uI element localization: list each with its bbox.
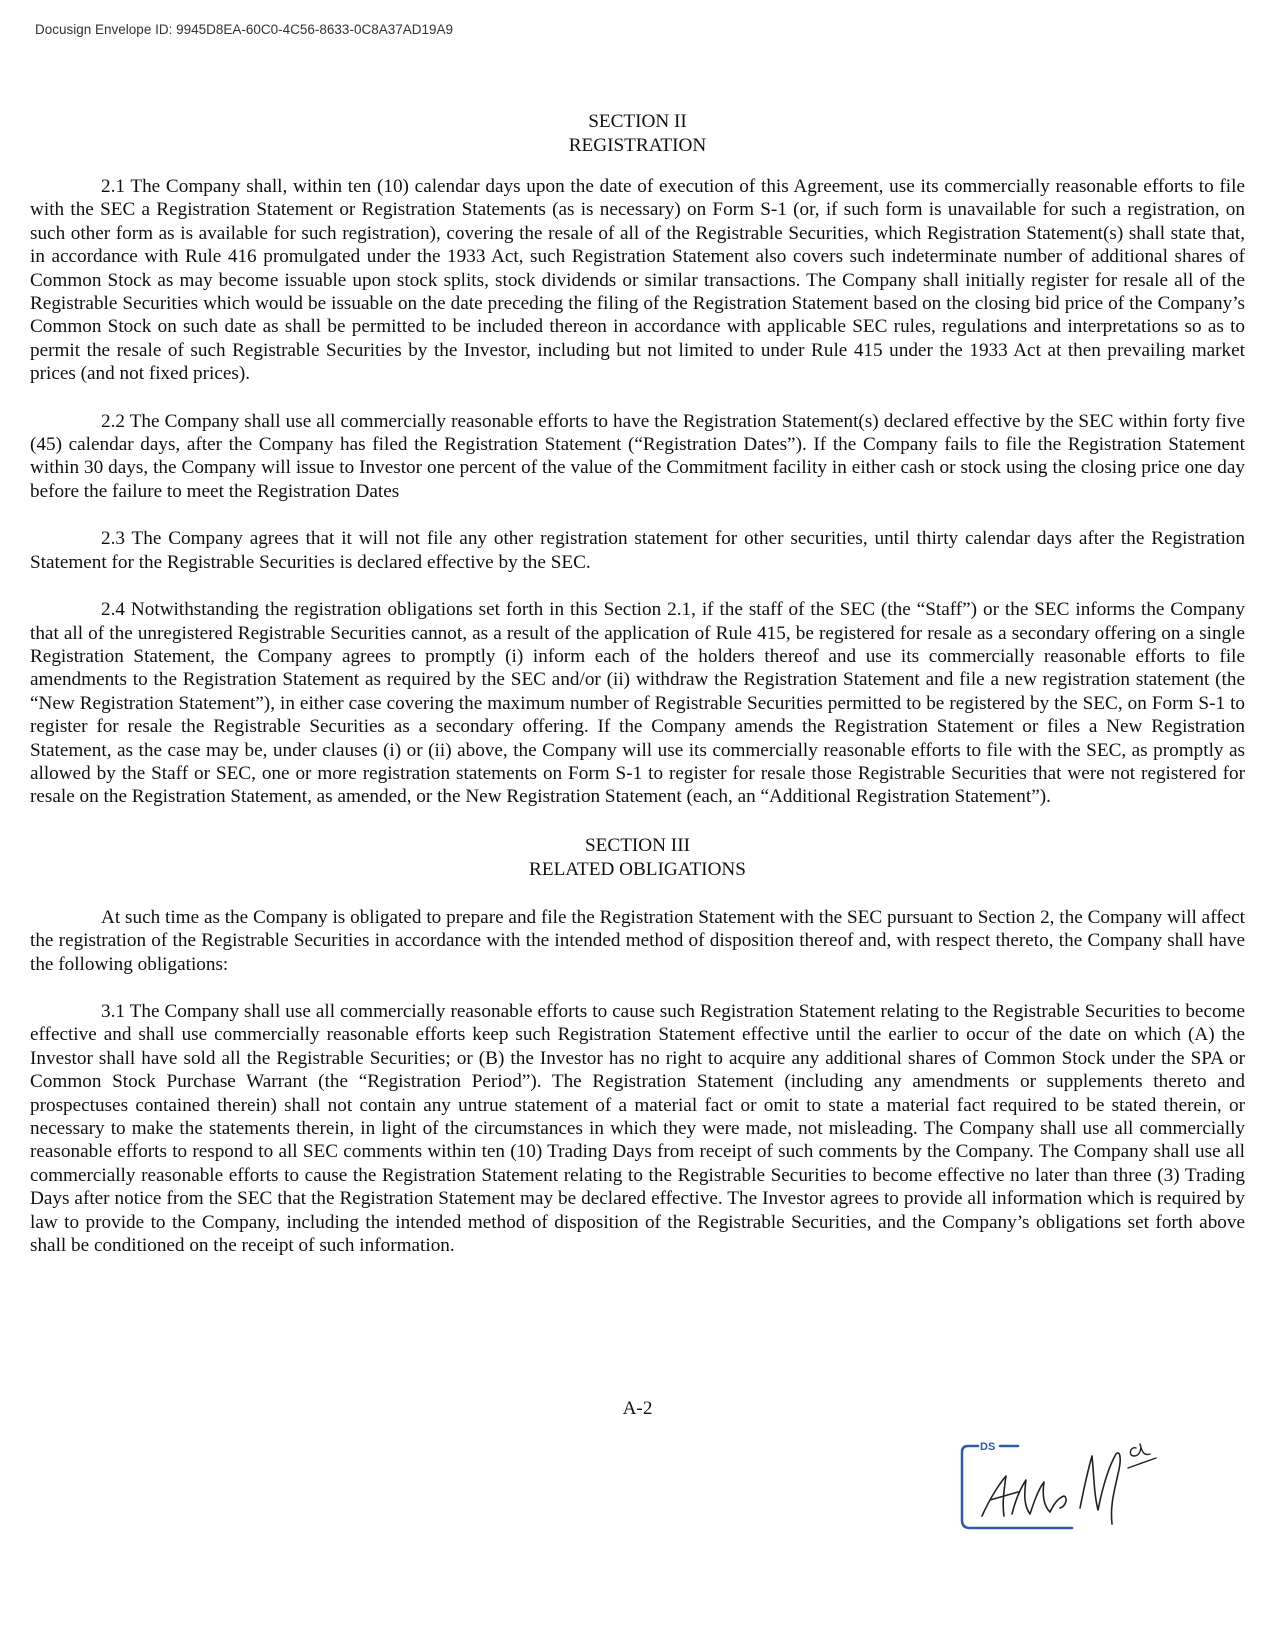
paragraph-3-1: 3.1 The Company shall use all commercially reasonable efforts to cause such Registration Statement relating to the Registrable Securities to become effective and shall use commercially reasonable efforts keep such Registration Statement effective until the earlier to occur of the date on which (A) the Investor shall have sold all the Registrable Securities; or (B) the Investor has no right to acquire any additional shares of Common Stock under the SPA or Common Stock Purchase Warrant (the “Registration Period”). The Registration Statement (including any amendments or supplements thereto and prospectuses contained therein) shall not contain any untrue statement of a material fact or omit to state a material fact required to be stated therein, or necessary to make the statements therein, in light of the circumstances in which they were made, not misleading. The Company shall use all commercially reasonable efforts to respond to all SEC comments within ten (10) Trading Days from receipt of such comments by the Company. The Company shall use all commercially reasonable efforts to cause the Registration Statement relating to the Registrable Securities to become effective no later than three (3) Trading Days after notice from the SEC that the Registration Statement may be declared effective. The Investor agrees to provide all information which is required by law to provide to the Company, including the intended method of disposition of the Registrable Securities, and the Company’s obligations set forth above shall be conditioned on the receipt of such information. — [30, 1000, 1245, 1257]
paragraph-2-4: 2.4 Notwithstanding the registration obligations set forth in this Section 2.1, if the staff of the SEC (the “Staff”) or the SEC informs the Company that all of the unregistered Registrable Securities cannot, as a result of the application of Rule 415, be registered for resale as a secondary offering on a single Registration Statement, the Company agrees to promptly (i) inform each of the holders thereof and use its commercially reasonable efforts to file amendments to the Registration Statement as required by the SEC and/or (ii) withdraw the Registration Statement and file a new registration statement (the “New Registration Statement”), in either case covering the maximum number of Registrable Securities permitted to be registered by the SEC, on Form S-1 to register for resale the Registrable Securities as a secondary offering. If the Company amends the Registration Statement or files a New Registration Statement, as the case may be, under clauses (i) or (ii) above, the Company will use its commercially reasonable efforts to file with the SEC, as promptly as allowed by the Staff or SEC, one or more registration statements on Form S-1 to register for resale those Registrable Securities that were not registered for resale on the Registration Statement, as amended, or the New Registration Statement (each, an “Additional Registration Statement”). — [30, 599, 1245, 808]
section-2-title: REGISTRATION — [568, 135, 707, 156]
paragraph-3-intro: At such time as the Company is obligated to prepare and file the Registration Statement with the SEC pursuant to Section 2, the Company will affect the registration of the Registrable Securities in accordance with the intended method of disposition thereof and, with respect thereto, the Company shall have the following obligations: — [30, 906, 1245, 975]
paragraph-2-3: 2.3 The Company agrees that it will not file any other registration statement for other securities, until thirty calendar days after the Registration Statement for the Registrable Securities is declared effective by the SEC. — [30, 528, 1245, 573]
docusign-envelope-id: Docusign Envelope ID: 9945D8EA-60C0-4C56-8633-0C8A37AD19A9 — [35, 22, 454, 37]
signature-frame — [962, 1446, 1072, 1528]
page-number: A-2 — [622, 1398, 653, 1419]
paragraph-2-1: 2.1 The Company shall, within ten (10) calendar days upon the date of execution of this Agreement, use its commercially reasonable efforts to file with the SEC a Registration Statement or Registration Statements (as is necessary) on Form S-1 (or, if such form is unavailable for such a registration, on such other form as is available for such registration), covering the resale of all of the Registrable Securities, which Registration Statement(s) shall state that, in accordance with Rule 416 promulgated under the 1933 Act, such Registration Statement also covers such indeterminate number of additional shares of Common Stock as may become issuable upon stock splits, stock dividends or similar transactions. The Company shall initially register for resale all of the Registrable Securities which would be issuable on the date preceding the filing of the Registration Statement based on the closing bid price of the Company’s Common Stock on such date as shall be permitted to be included thereon in accordance with applicable SEC rules, regulations and interpretations so as to permit the resale of such Registrable Securities by the Investor, including but not limited to under Rule 415 under the 1933 Act at then prevailing market prices (and not fixed prices). — [30, 176, 1245, 385]
ds-tag: DS — [980, 1441, 996, 1453]
paragraph-2-2: 2.2 The Company shall use all commercially reasonable efforts to have the Registration Statement(s) declared effective by the SEC within forty five (45) calendar days, after the Company has filed the Registration Statement (“Registration Dates”). If the Company fails to file the Registration Statement within 30 days, the Company will issue to Investor one percent of the value of the Commitment facility in either cash or stock using the closing price one day before the failure to meet the Registration Dates — [30, 410, 1245, 502]
section-3-title: RELATED OBLIGATIONS — [529, 858, 746, 880]
signature-ink — [982, 1476, 1066, 1516]
section-3-heading — [30, 834, 1245, 882]
section-2-number: SECTION II — [588, 111, 687, 132]
section-2-heading — [30, 110, 1245, 158]
section-3-number: SECTION III — [585, 834, 690, 856]
document-body — [30, 110, 1245, 1257]
docusign-initials-signature — [960, 1428, 1190, 1538]
